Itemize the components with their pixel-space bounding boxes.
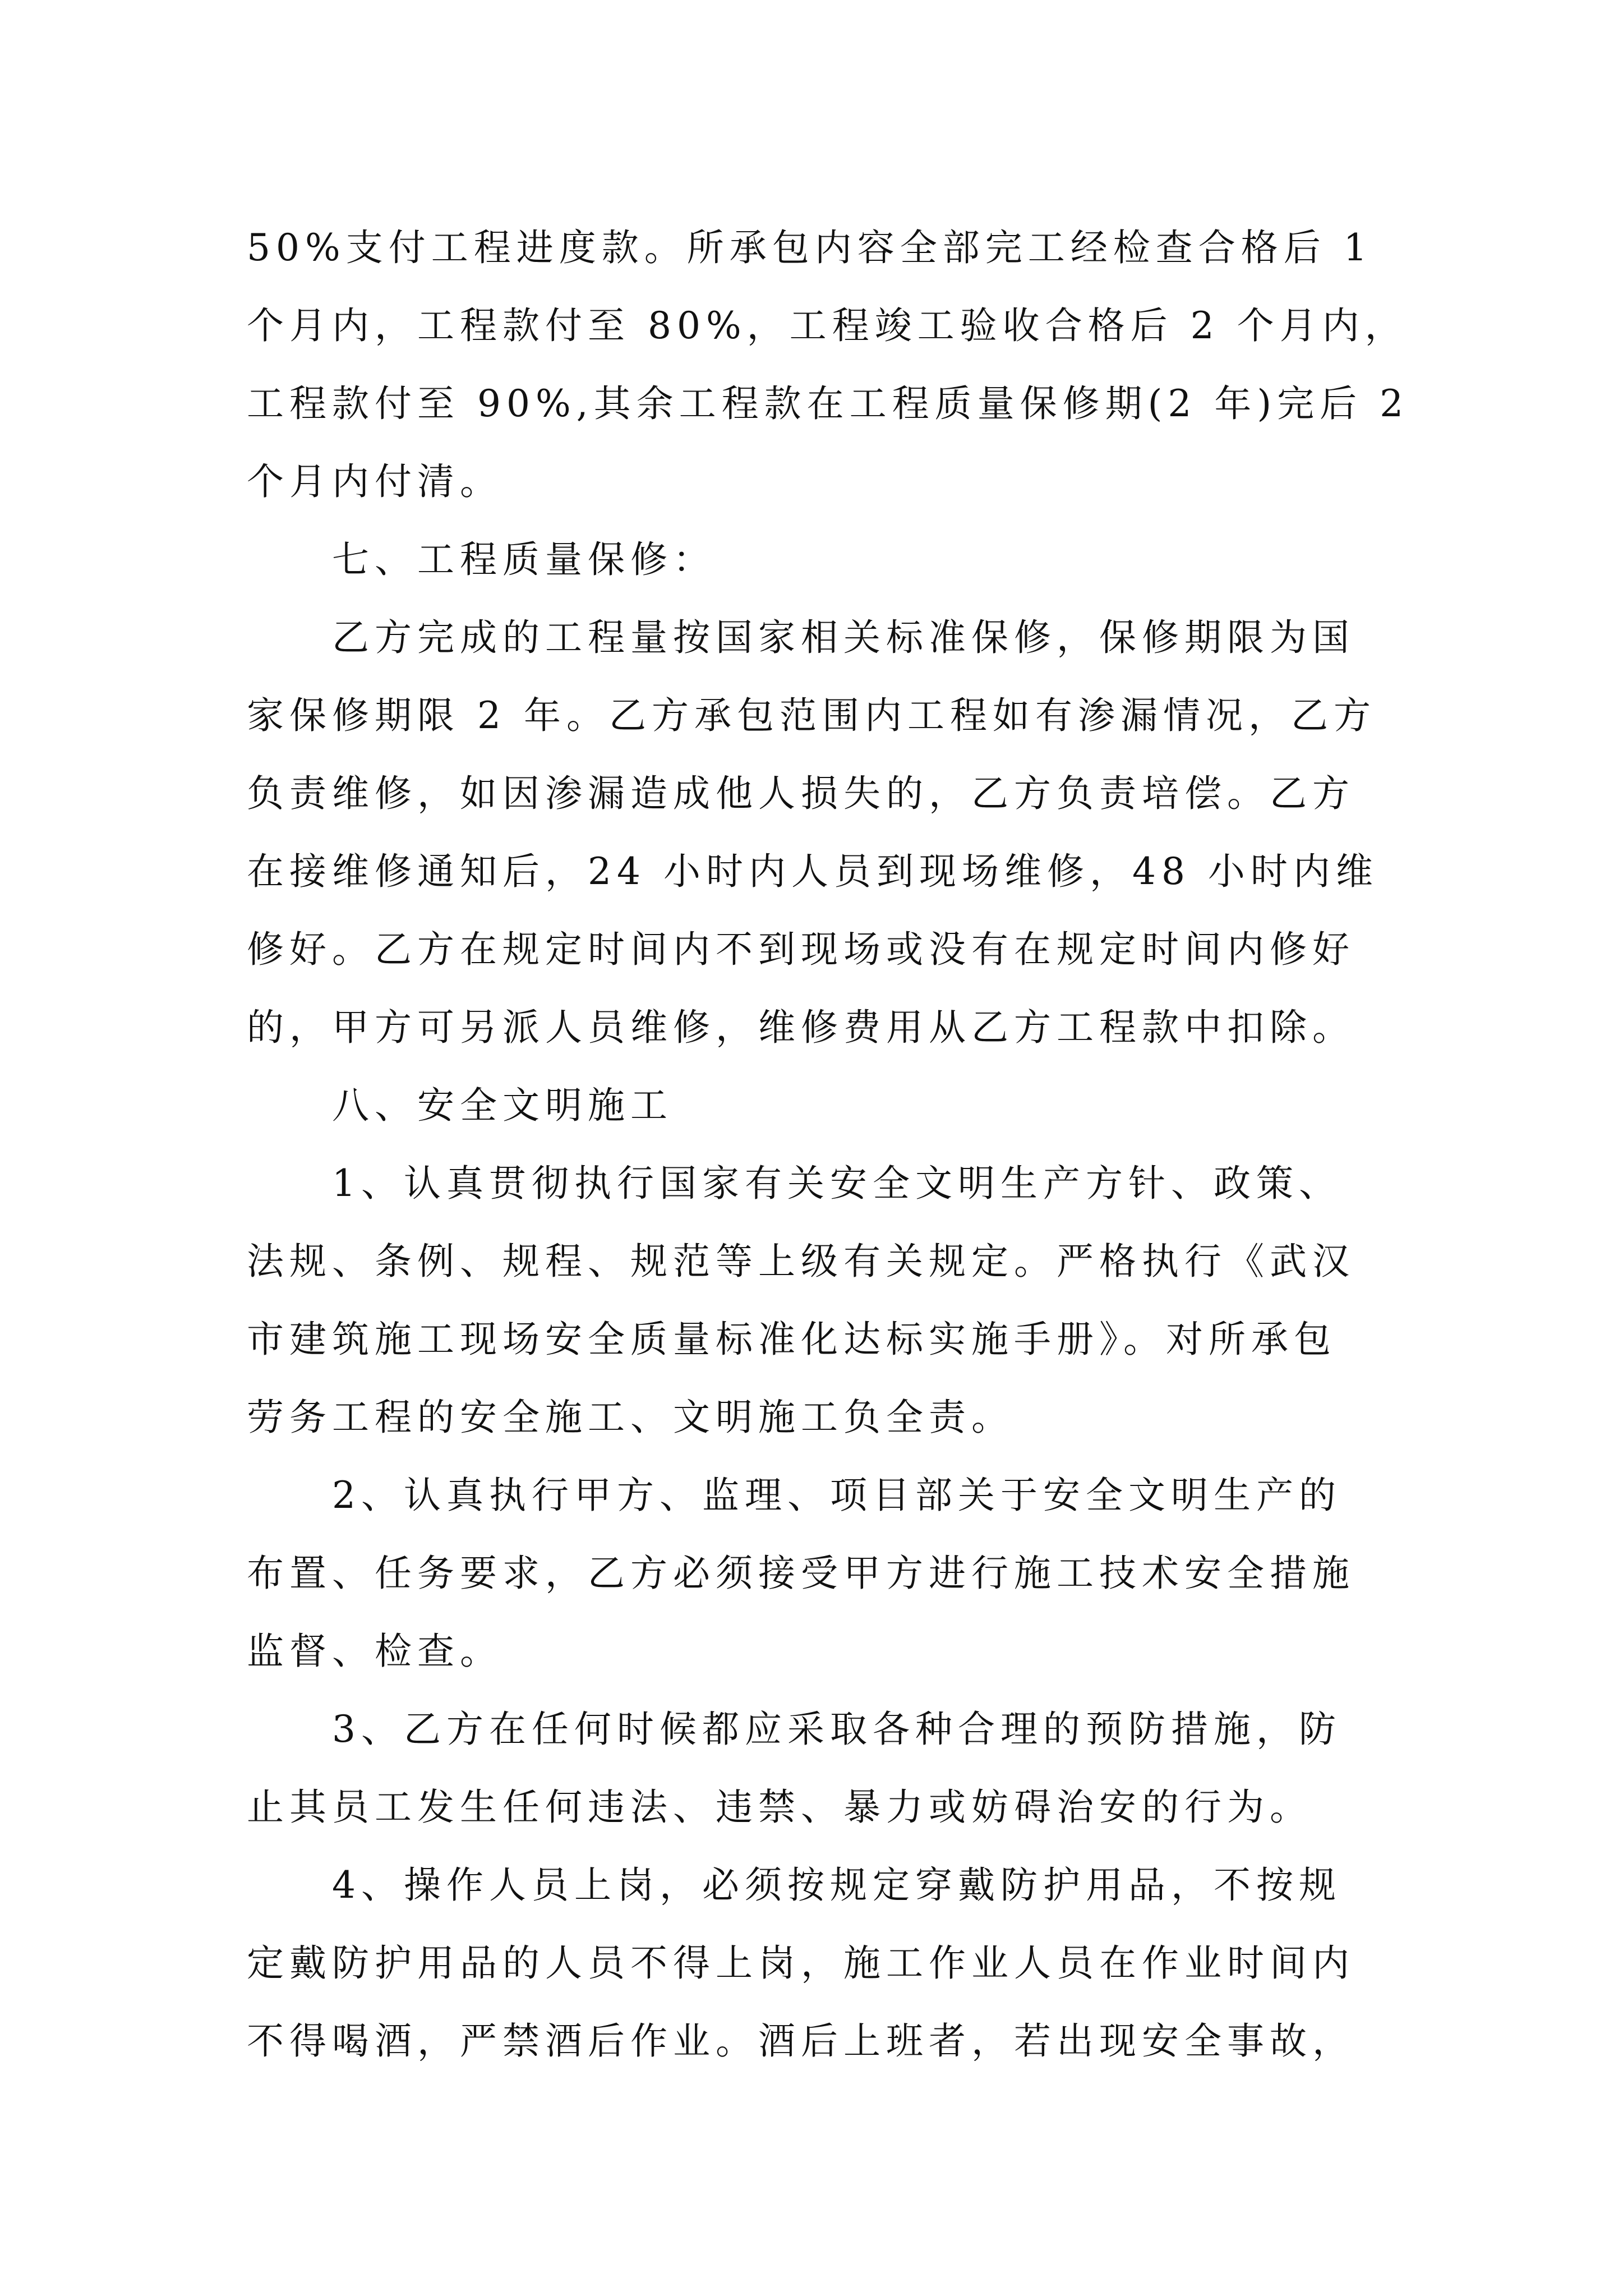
text-line: 监督、检查。 xyxy=(247,1630,502,1673)
text-line: 负责维修，如因渗漏造成他人损失的，乙方负责培偿。乙方 xyxy=(247,772,1355,815)
text-line: 1、认真贯彻执行国家有关安全文明生产方针、政策、 xyxy=(332,1162,1341,1205)
text-line: 2、认真执行甲方、监理、项目部关于安全文明生产的 xyxy=(332,1474,1341,1517)
document-body xyxy=(247,209,1409,2080)
section-heading: 八、安全文明施工 xyxy=(332,1084,673,1127)
text-line: 50%支付工程进度款。所承包内容全部完工经检查合格后 1 xyxy=(247,226,1373,269)
text-line: 个月内，工程款付至 80%，工程竣工验收合格后 2 个月内， xyxy=(247,304,1408,347)
text-line: 工程款付至 90%,其余工程款在工程质量保修期(2 年)完后 2 xyxy=(247,382,1409,425)
text-line: 在接维修通知后，24 小时内人员到现场维修，48 小时内维 xyxy=(247,850,1378,893)
text-line: 的，甲方可另派人员维修，维修费用从乙方工程款中扣除。 xyxy=(247,1006,1355,1049)
text-line: 个月内付清。 xyxy=(247,460,502,503)
text-line: 乙方完成的工程量按国家相关标准保修，保修期限为国 xyxy=(332,616,1355,659)
text-line: 法规、条例、规程、规范等上级有关规定。严格执行《武汉 xyxy=(247,1240,1355,1283)
text-line: 3、乙方在任何时候都应采取各种合理的预防措施，防 xyxy=(332,1708,1341,1751)
section-heading: 七、工程质量保修： xyxy=(332,538,716,581)
text-line: 布置、任务要求，乙方必须接受甲方进行施工技术安全措施 xyxy=(247,1552,1355,1595)
text-line: 家保修期限 2 年。乙方承包范围内工程如有渗漏情况，乙方 xyxy=(247,694,1376,737)
text-line: 定戴防护用品的人员不得上岗，施工作业人员在作业时间内 xyxy=(247,1941,1355,1985)
text-line: 止其员工发生任何违法、违禁、暴力或妨碍治安的行为。 xyxy=(247,1786,1312,1829)
text-line: 市建筑施工现场安全质量标准化达标实施手册》。对所承包 xyxy=(247,1318,1336,1361)
text-line: 修好。乙方在规定时间内不到现场或没有在规定时间内修好 xyxy=(247,928,1355,971)
text-line: 劳务工程的安全施工、文明施工负全责。 xyxy=(247,1396,1014,1439)
text-line: 4、操作人员上岗，必须按规定穿戴防护用品，不按规 xyxy=(332,1864,1341,1907)
text-line: 不得喝酒，严禁酒后作业。酒后上班者，若出现安全事故， xyxy=(247,2019,1355,2063)
